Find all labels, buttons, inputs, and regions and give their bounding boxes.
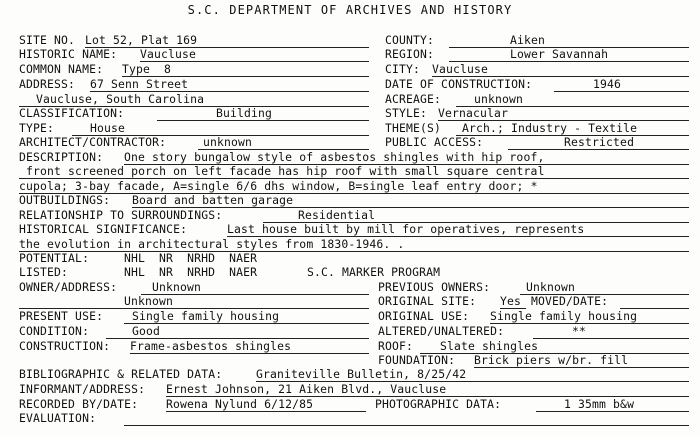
- significance-label: HISTORICAL SIGNIFICANCE:: [19, 222, 188, 236]
- relationship-label: RELATIONSHIP TO SURROUNDINGS:: [19, 208, 223, 222]
- bibliography-value: Graniteville Bulletin, 8/25/42: [256, 367, 467, 381]
- type-label: TYPE:: [19, 121, 55, 135]
- description-label: DESCRIPTION:: [19, 150, 104, 164]
- address-value-line1: 67 Senn Street: [90, 77, 189, 91]
- public-access-value: Restricted: [564, 135, 635, 149]
- county-label: COUNTY:: [385, 33, 435, 47]
- themes-label: THEME(S): [385, 121, 442, 135]
- date-of-construction-label: DATE OF CONSTRUCTION:: [385, 77, 533, 91]
- foundation-label: FOUNDATION:: [378, 353, 456, 367]
- classification-underline: [157, 120, 369, 121]
- foundation-value: Brick piers w/br. fill: [474, 353, 629, 367]
- recorded-underline: [166, 411, 366, 412]
- style-value: Vernacular: [438, 106, 509, 120]
- site-label: SITE NO.: [19, 33, 76, 47]
- present-use-underline: [124, 323, 369, 324]
- address-value-line2: Vaucluse, South Carolina: [36, 92, 205, 106]
- recorded-label: RECORDED BY/DATE:: [19, 397, 139, 411]
- historic-name-value: Vaucluse: [140, 47, 197, 61]
- region-label: REGION:: [385, 47, 435, 61]
- classification-value: Building: [216, 106, 273, 120]
- city-label: CITY:: [385, 62, 421, 76]
- date-of-construction-value: 1946: [593, 77, 622, 91]
- description-line-2: front screened porch on left facade has hip roof with small square central: [26, 164, 545, 178]
- evaluation-underline: [124, 425, 689, 426]
- present-use-label: PRESENT USE:: [19, 309, 104, 323]
- owner-underline-1: [141, 294, 369, 295]
- significance-line-2: the evolution in architectural styles from 1830-1946. .: [19, 237, 405, 251]
- classification-label: CLASSIFICATION:: [19, 106, 125, 120]
- county-value: Aiken: [510, 33, 546, 47]
- photographic-underline: [536, 411, 689, 412]
- altered-value: **: [572, 324, 587, 338]
- form-header: S.C. DEPARTMENT OF ARCHIVES AND HISTORY: [187, 3, 513, 17]
- themes-value: Arch.; Industry - Textile: [462, 121, 638, 135]
- city-value: Vaucluse: [432, 62, 489, 76]
- photographic-value: 1 35mm b&w: [564, 397, 635, 411]
- condition-value: Good: [132, 324, 161, 338]
- condition-label: CONDITION:: [19, 324, 90, 338]
- significance-underline-2: [19, 251, 689, 252]
- region-value: Lower Savannah: [510, 47, 609, 61]
- construction-label: CONSTRUCTION:: [19, 339, 111, 353]
- architect-label: ARCHITECT/CONTRACTOR:: [19, 135, 167, 149]
- altered-underline: [533, 338, 689, 339]
- previous-owners-value: Unknown: [526, 280, 576, 294]
- listed-codes: NHL NR NRHD NAER: [124, 265, 258, 279]
- listed-label: LISTED:: [19, 265, 69, 279]
- common-name-value: Type 8: [122, 62, 172, 76]
- construction-value: Frame-asbestos shingles: [130, 339, 292, 353]
- altered-label: ALTERED/UNALTERED:: [378, 324, 505, 338]
- construction-underline: [130, 353, 369, 354]
- historic-name-underline: [140, 61, 369, 62]
- outbuildings-label: OUTBUILDINGS:: [19, 193, 111, 207]
- potential-codes: NHL NR NRHD NAER: [124, 251, 258, 265]
- previous-owners-label: PREVIOUS OWNERS:: [378, 280, 491, 294]
- date-underline: [554, 91, 689, 92]
- informant-label: INFORMANT/ADDRESS:: [19, 382, 146, 396]
- common-name-label: COMMON NAME:: [19, 62, 104, 76]
- roof-value: Slate shingles: [440, 339, 539, 353]
- description-line-1: One story bungalow style of asbestos shingles with hip roof,: [124, 150, 545, 164]
- architect-value: unknown: [203, 135, 253, 149]
- acreage-label: ACREAGE:: [385, 92, 442, 106]
- original-use-underline: [490, 323, 689, 324]
- owner-value-line1: Unknown: [152, 280, 202, 294]
- relationship-value: Residential: [298, 208, 376, 222]
- address-label: ADDRESS:: [19, 77, 76, 91]
- original-site-label: ORIGINAL SITE:: [378, 294, 477, 308]
- informant-value: Ernest Johnson, 21 Aiken Blvd., Vaucluse: [166, 382, 447, 396]
- original-site-value: Yes: [500, 294, 522, 308]
- outbuildings-value: Board and batten garage: [132, 193, 294, 207]
- type-value: House: [90, 121, 126, 135]
- style-label: STYLE:: [385, 106, 428, 120]
- bibliography-label: BIBLIOGRAPHIC & RELATED DATA:: [19, 367, 223, 381]
- recorded-value: Rowena Nylund 6/12/85: [166, 397, 314, 411]
- original-use-value: Single family housing: [490, 309, 638, 323]
- roof-label: ROOF:: [378, 339, 414, 353]
- owner-value-line2: Unknown: [124, 294, 174, 308]
- acreage-value: unknown: [474, 92, 524, 106]
- historic-name-label: HISTORIC NAME:: [19, 47, 118, 61]
- original-use-label: ORIGINAL USE:: [378, 309, 470, 323]
- owner-label: OWNER/ADDRESS:: [19, 280, 118, 294]
- present-use-value: Single family housing: [132, 309, 280, 323]
- photographic-label: PHOTOGRAPHIC DATA:: [375, 397, 502, 411]
- evaluation-label: EVALUATION:: [19, 411, 97, 425]
- significance-line-1: Last house built by mill for operatives, represents: [227, 222, 585, 236]
- description-line-3: cupola; 3-bay facade, A=single 6/6 dhs window, B=single leaf entry door; *: [19, 179, 538, 193]
- public-access-label: PUBLIC ACCESS:: [385, 135, 484, 149]
- marker-program: S.C. MARKER PROGRAM: [307, 265, 441, 279]
- site-value: Lot 52, Plat 169: [85, 33, 198, 47]
- foundation-underline: [474, 367, 689, 368]
- potential-label: POTENTIAL:: [19, 251, 90, 265]
- moved-date-label: MOVED/DATE:: [531, 294, 609, 308]
- description-underline-3: [19, 193, 689, 194]
- site-underline: [85, 47, 369, 48]
